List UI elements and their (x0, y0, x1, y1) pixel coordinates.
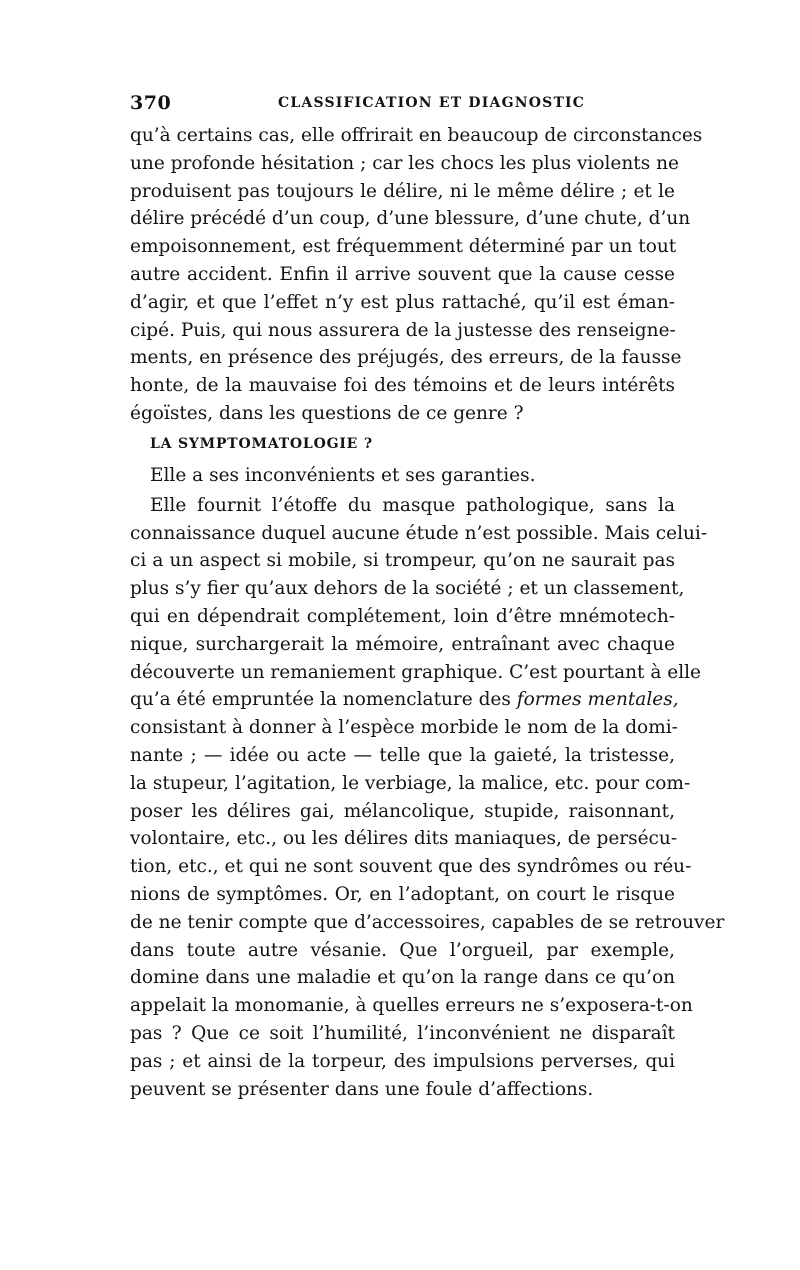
section-heading: LA SYMPTOMATOLOGIE ? (150, 435, 373, 452)
text-line: découverte un remaniement graphique. C’est pourtant à elle (130, 661, 702, 683)
text-line: pas ? Que ce soit l’humilité, l’inconvénient ne disparaît (130, 1022, 675, 1044)
body-text (130, 122, 725, 1103)
text-line: volontaire, etc., ou les délires dits maniaques, de persécu- (130, 828, 678, 850)
text-line: Elle fournit l’étoffe du masque pathologique, sans la (150, 494, 675, 516)
text-line: cipé. Puis, qui nous assurera de la justesse des renseigne- (130, 319, 676, 341)
text-line: égoïstes, dans les questions de ce genre ? (130, 402, 524, 424)
running-head: CLASSIFICATION ET DIAGNOSTIC (278, 95, 586, 111)
text-line: qui en dépendrait complétement, loin d’être mnémotech- (130, 605, 675, 627)
text-line: nique, surchargerait la mémoire, entraînant avec chaque (130, 633, 675, 655)
text-line: domine dans une maladie et qu’on la range dans ce qu’on (130, 967, 675, 989)
text-line (130, 686, 679, 714)
paragraph-2 (130, 460, 675, 492)
text-line: tion, etc., et qui ne sont souvent que des syndrômes ou réu- (130, 856, 692, 878)
text-line: ments, en présence des préjugés, des erreurs, de la fausse (130, 347, 682, 369)
text-line: produisent pas toujours le délire, ni le même délire ; et le (130, 180, 675, 202)
text-line: nions de symptômes. Or, en l’adoptant, on court le risque (130, 883, 675, 905)
paragraph-3 (130, 492, 725, 1104)
text-line: honte, de la mauvaise foi des témoins et de leurs intérêts (130, 375, 675, 397)
text-line: empoisonnement, est fréquemment déterminé par un tout (130, 236, 677, 258)
text-line: plus s’y fier qu’aux dehors de la société ; et un classement, (130, 578, 685, 600)
text-line: dans toute autre vésanie. Que l’orgueil, par exemple, (130, 939, 675, 961)
text-line: autre accident. Enfin il arrive souvent que la cause cesse (130, 263, 675, 285)
paragraph-1 (130, 122, 703, 428)
text-line: d’agir, et que l’effet n’y est plus rattaché, qu’il est éman- (130, 291, 675, 313)
text-line: appelait la monomanie, à quelles erreurs ne s’exposera-t-on (130, 995, 693, 1017)
text-line: connaissance duquel aucune étude n’est possible. Mais celui- (130, 522, 708, 544)
text-line: ci a un aspect si mobile, si trompeur, qu’on ne saurait pas (130, 550, 675, 572)
text-line: nante ; — idée ou acte — telle que la gaieté, la tristesse, (130, 744, 675, 766)
page-header (130, 92, 675, 122)
text-line: peuvent se présenter dans une foule d’affections. (130, 1078, 594, 1100)
text-line: poser les délires gai, mélancolique, stupide, raisonnant, (130, 800, 675, 822)
page-number: 370 (130, 92, 172, 114)
text-line: Elle a ses inconvénients et ses garanties. (150, 464, 536, 486)
text-line: une profonde hésitation ; car les chocs les plus violents ne (130, 152, 679, 174)
text-line: consistant à donner à l’espèce morbide le nom de la domi- (130, 717, 678, 739)
text-line: qu’à certains cas, elle offrirait en beaucoup de circonstances (130, 125, 703, 146)
text-line: la stupeur, l’agitation, le verbiage, la malice, etc. pour com- (130, 772, 691, 794)
text-line: pas ; et ainsi de la torpeur, des impulsions perverses, qui (130, 1050, 675, 1072)
text-line: de ne tenir compte que d’accessoires, capables de se retrouver (130, 911, 725, 933)
text-span: qu’a été empruntée la nomenclature des (130, 689, 517, 711)
text-line: délire précédé d’un coup, d’une blessure, d’une chute, d’un (130, 208, 691, 230)
italic-phrase: formes mentales, (516, 689, 679, 711)
